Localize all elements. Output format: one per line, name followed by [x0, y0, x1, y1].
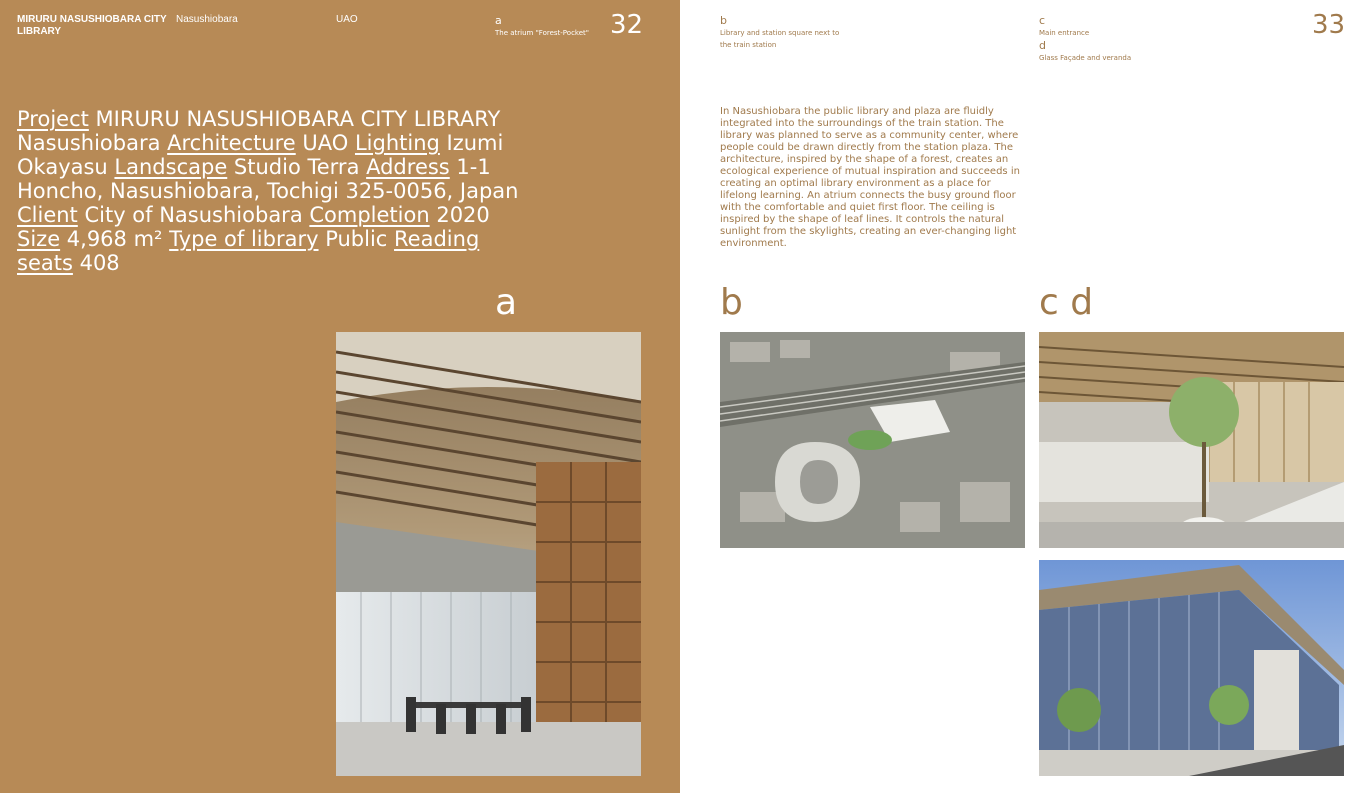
value-client: City of Nasushiobara — [77, 203, 310, 227]
running-header-title: MIRURU NASUSHIOBARA CITY LIBRARY — [17, 14, 167, 37]
label-completion: Completion — [309, 203, 430, 227]
label-address: Address — [366, 155, 450, 179]
figure-letter-b: b — [720, 282, 743, 323]
value-landscape: Studio Terra — [227, 155, 367, 179]
label-size: Size — [17, 227, 61, 251]
value-completion: 2020 — [429, 203, 490, 227]
caption-d-letter: d — [1039, 39, 1046, 52]
caption-c-text: Main entrance — [1039, 29, 1090, 37]
caption-cd — [1039, 14, 1169, 64]
figure-letter-cd: c d — [1039, 282, 1094, 323]
right-page — [680, 0, 1360, 793]
running-header-architect: UAO — [336, 14, 358, 25]
caption-d-text: Glass Façade and veranda — [1039, 54, 1132, 62]
value-lighting: Izumi Okayasu — [17, 131, 504, 179]
caption-b-letter: b — [720, 14, 727, 27]
caption-a-text: The atrium "Forest-Pocket" — [495, 29, 589, 37]
caption-b-text: Library and station square next to the train station — [720, 29, 840, 49]
label-type-of-library: Type of library — [169, 227, 319, 251]
caption-b — [720, 14, 845, 51]
label-architecture: Architecture — [167, 131, 296, 155]
value-size: 4,968 m² — [60, 227, 170, 251]
caption-c-letter: c — [1039, 14, 1046, 27]
figure-letter-a: a — [495, 282, 518, 323]
caption-a-letter: a — [495, 14, 502, 27]
project-info — [17, 107, 537, 275]
value-project: MIRURU NASUSHIOBARA CITY LIBRARY Nasushiobara — [17, 107, 501, 155]
label-landscape: Landscape — [114, 155, 228, 179]
photo-main-entrance — [1039, 332, 1344, 548]
label-lighting: Lighting — [354, 131, 440, 155]
caption-a — [495, 14, 605, 39]
label-client: Client — [17, 203, 78, 227]
label-reading-seats: Reading seats — [17, 227, 480, 275]
label-project: Project — [17, 107, 89, 131]
value-type-of-library: Public — [318, 227, 395, 251]
running-header-city: Nasushiobara — [176, 14, 238, 25]
value-address: 1-1 Honcho, Nasushiobara, Tochigi 325-0056, Japan — [17, 155, 519, 203]
page-number-left: 32 — [610, 10, 644, 40]
body-text: In Nasushiobara the public library and plaza are fluidly integrated into the surroundings of the train station. The library was planned to serve as a community center, where people could be drawn directly from the station plaza. The architecture, inspired by the shape of a forest, creates an ecological experience of mutual inspiration and succeeds in creating an optimal library environment as a place for lifelong learning. An atrium connects the busy ground floor with the comfortable and quiet first floor. The ceiling is inspired by the shape of leaf lines. It controls the natural sunlight from the skylights, creating an ever-changing light environment. — [720, 106, 1020, 249]
photo-atrium — [336, 332, 641, 776]
photo-glass-facade — [1039, 560, 1344, 776]
page-number-right: 33 — [1312, 10, 1346, 40]
photo-aerial-station — [720, 332, 1025, 548]
value-architecture: UAO — [295, 131, 355, 155]
value-reading-seats: 408 — [72, 251, 120, 275]
